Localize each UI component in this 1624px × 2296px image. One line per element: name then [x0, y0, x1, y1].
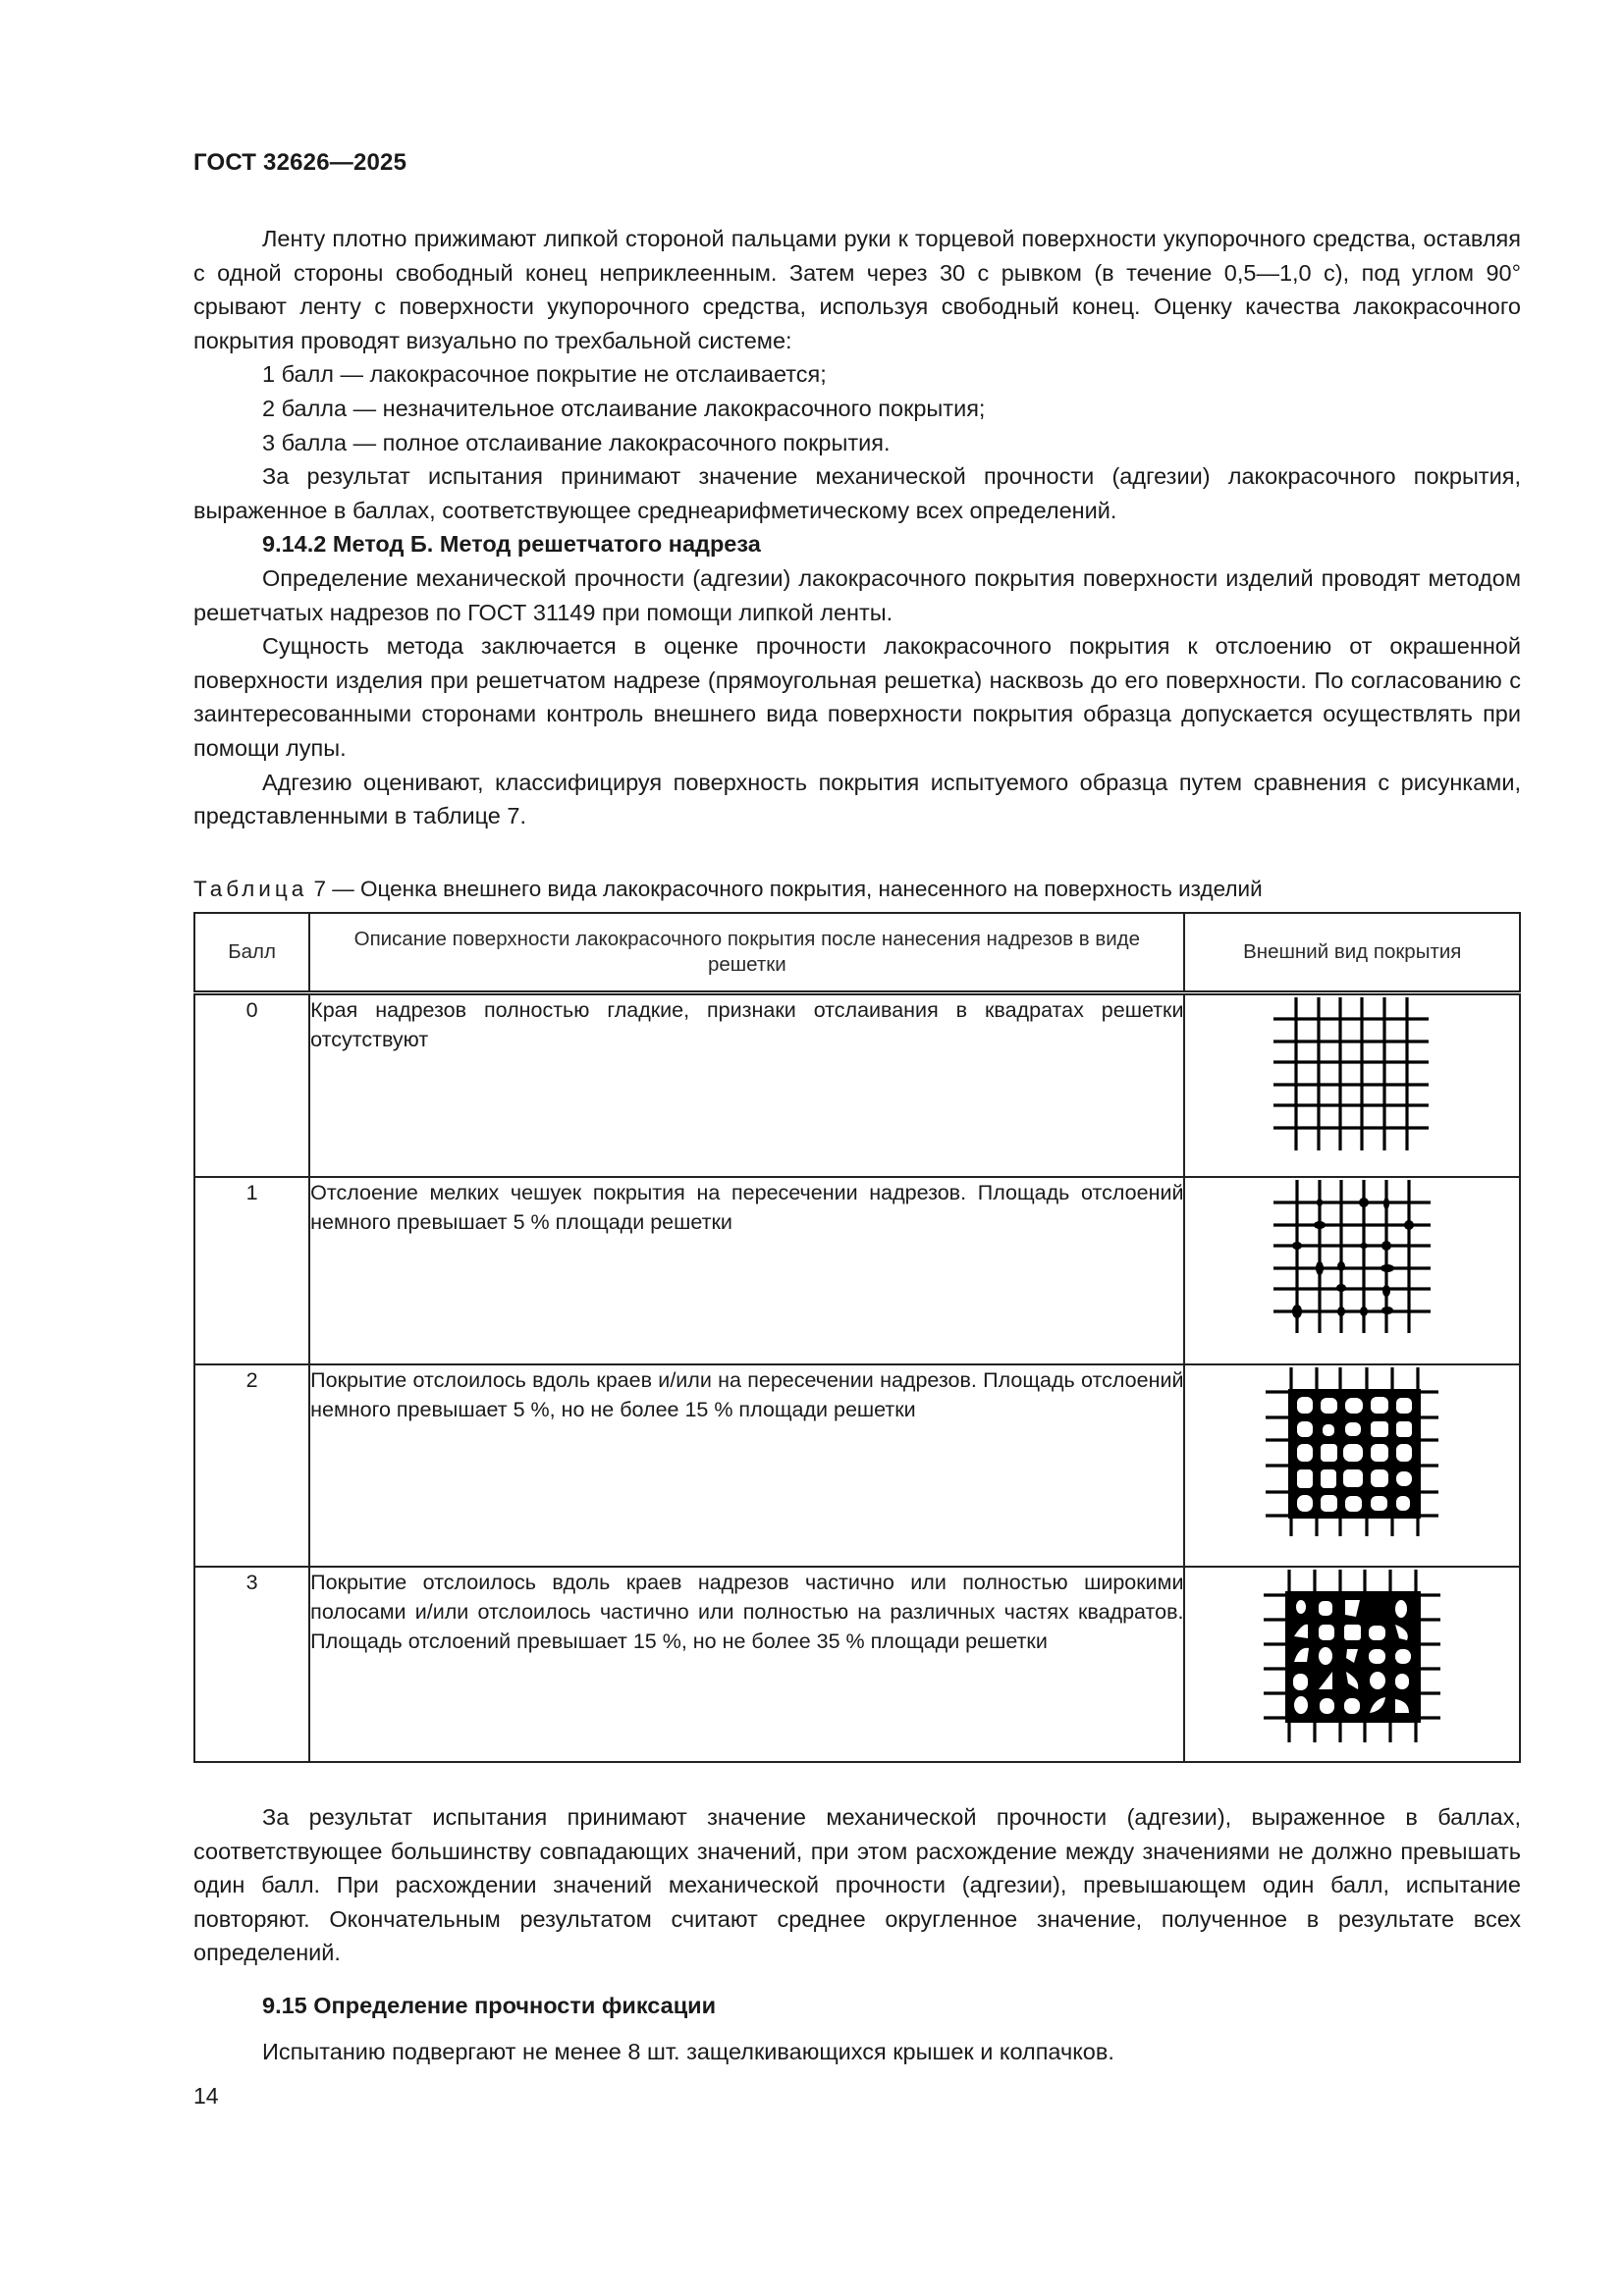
after-table-block	[193, 1800, 1521, 1970]
clean-grid-icon	[1273, 995, 1431, 1152]
section-heading-9-14-2: 9.14.2 Метод Б. Метод решетчатого надреза	[262, 531, 761, 558]
grid-edge-peeling-icon	[1266, 1365, 1438, 1538]
cell-description: Отслоение мелких чешуек покрытия на пересечении надрезов. Площадь отслоений немного превышает 5 % площади решетки	[309, 1177, 1184, 1364]
header-description: Описание поверхности лакокрасочного покрытия после нанесения надрезов в виде решетки	[309, 913, 1184, 993]
scale-item-1: 1 балл — лакокрасочное покрытие не отслаивается;	[262, 361, 827, 388]
paragraph-method-b-1: Определение механической прочности (адгезии) лакокрасочного покрытия поверхности изделий проводят методом решетчатых надрезов по ГОСТ 31149 при помощи липкой ленты.	[193, 564, 1521, 625]
table-caption	[193, 877, 1263, 902]
cell-appearance	[1184, 1567, 1520, 1762]
table-header-row	[194, 913, 1520, 993]
intro-block	[193, 222, 1521, 833]
cell-description: Края надрезов полностью гладкие, признаки отслаивания в квадратах решетки отсутствуют	[309, 993, 1184, 1177]
table-7	[193, 912, 1521, 1763]
table-caption-label: Таблица	[193, 877, 308, 901]
cell-ball: 1	[194, 1177, 309, 1364]
scale-item-3: 3 балла — полное отслаивание лакокрасочного покрытия.	[262, 429, 891, 455]
cell-ball: 0	[194, 993, 309, 1177]
paragraph-method-b-2: Сущность метода заключается в оценке прочности лакокрасочного покрытия к отслоению от окрашенной поверхности изделия при решетчатом надрезе (прямоугольная решетка) насквозь до его поверхности. По согласованию с заинтересованными сторонами контроль внешнего вида поверхности покрытия образца допускается осуществлять при помощи лупы.	[193, 633, 1521, 761]
table-caption-text: 7 — Оценка внешнего вида лакокрасочного покрытия, нанесенного на поверхность изделий	[307, 877, 1263, 901]
page-number: 14	[193, 2083, 219, 2109]
cell-ball: 2	[194, 1364, 309, 1567]
cell-ball: 3	[194, 1567, 309, 1762]
grid-heavy-peeling-icon	[1264, 1568, 1440, 1744]
paragraph-method-b-3: Адгезию оценивают, классифицируя поверхность покрытия испытуемого образца путем сравнения с рисунками, представленными в таблице 7.	[193, 769, 1521, 829]
cell-appearance	[1184, 993, 1520, 1177]
cell-description: Покрытие отслоилось вдоль краев и/или на пересечении надрезов. Площадь отслоений немного превышает 5 %, но не более 15 % площади решетки	[309, 1364, 1184, 1567]
table-row	[194, 1567, 1520, 1762]
cell-appearance	[1184, 1177, 1520, 1364]
section-9-15-block	[193, 1989, 1521, 2068]
cell-appearance	[1184, 1364, 1520, 1567]
table-row	[194, 1364, 1520, 1567]
table-row	[194, 993, 1520, 1177]
grid-small-flakes-icon	[1273, 1178, 1431, 1335]
document-id-header: ГОСТ 32626—2025	[193, 149, 407, 176]
paragraph-result-average: За результат испытания принимают значение механической прочности (адгезии) лакокрасочного покрытия, выраженное в баллах, соответствующее среднеарифметическому всех определений.	[193, 463, 1521, 523]
section-heading-9-15: 9.15 Определение прочности фиксации	[262, 1993, 717, 2018]
scale-item-2: 2 балла — незначительное отслаивание лакокрасочного покрытия;	[262, 395, 986, 421]
header-appearance: Внешний вид покрытия	[1184, 913, 1520, 993]
cell-description: Покрытие отслоилось вдоль краев надрезов частично или полностью широкими полосами и/или отслоилось частично или полностью на различных частях квадратов. Площадь отслоений превышает 15 %, но не более 35 % площади решетки	[309, 1567, 1184, 1762]
table-row	[194, 1177, 1520, 1364]
header-ball: Балл	[194, 913, 309, 993]
paragraph-fixation-test: Испытанию подвергают не менее 8 шт. защелкивающихся крышек и колпачков.	[262, 2038, 1114, 2064]
paragraph-result-majority: За результат испытания принимают значение механической прочности (адгезии), выраженное в баллах, соответствующее большинству совпадающих значений, при этом расхождение между значениями не должно превышать один балл. При расхождении значений механической прочности (адгезии), превышающем один балл, испытание повторяют. Окончательным результатом считают среднее округленное значение, полученное в результате всех определений.	[193, 1804, 1521, 1966]
paragraph-tape-procedure: Ленту плотно прижимают липкой стороной пальцами руки к торцевой поверхности укупорочного средства, оставляя с одной стороны свободный конец неприклеенным. Затем через 30 с рывком (в течение 0,5—1,0 с), под углом 90° срывают ленту с поверхности укупорочного средства, используя свободный конец. Оценку качества лакокрасочного покрытия проводят визуально по трехбальной системе:	[193, 226, 1521, 353]
